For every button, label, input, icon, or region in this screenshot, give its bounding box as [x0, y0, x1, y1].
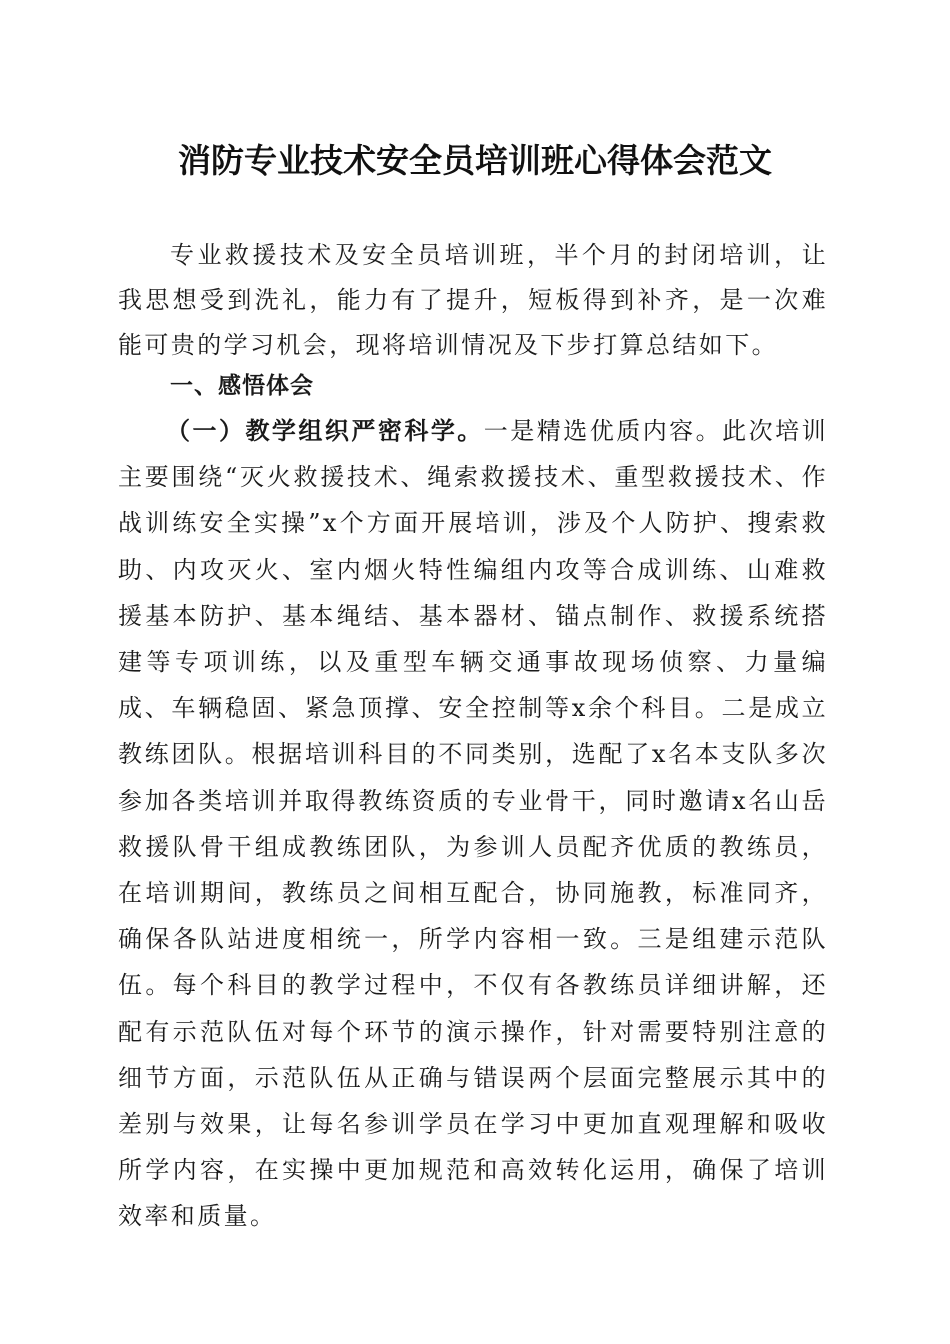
intro-paragraph: 专业救援技术及安全员培训班，半个月的封闭培训，让我思想受到洗礼，能力有了提升，短板得到补齐，是一次难能可贵的学习机会，现将培训情况及下步打算总结如下。: [118, 241, 828, 359]
subsection-body: 一是精选优质内容。此次培训主要围绕“灭火救援技术、绳索救援技术、重型救援技术、作战训练安全实操”x个方面开展培训，涉及个人防护、搜索救助、内攻灭火、室内烟火特性编组内攻等合成训练、山难救援基本防护、基本绳结、基本器材、锚点制作、救援系统搭建等专项训练，以及重型车辆交通事故现场侦察、力量编成、车辆稳固、紧急顶撑、安全控制等x余个科目。二是成立教练团队。根据培训科目的不同类别，选配了x名本支队多次参加各类培训并取得教练资质的专业骨干，同时邀请x名山岳救援队骨干组成教练团队，为参训人员配齐优质的教练员，在培训期间，教练员之间相互配合，协同施教，标准同齐，确保各队站进度相统一，所学内容相一致。三是组建示范队伍。每个科目的教学过程中，不仅有各教练员详细讲解，还配有示范队伍对每个环节的演示操作，针对需要特别注意的细节方面，示范队伍从正确与错误两个层面完整展示其中的差别与效果，让每名参训学员在学习中更加直观理解和吸收所学内容，在实操中更加规范和高效转化运用，确保了培训效率和质量。: [118, 417, 828, 1231]
document-title: 消防专业技术安全员培训班心得体会范文: [178, 141, 772, 180]
subsection-paragraph: [118, 408, 828, 1240]
section-heading: 一、感悟体会: [170, 373, 314, 399]
subsection-lead: （一）教学组织严密科学。: [166, 416, 484, 445]
